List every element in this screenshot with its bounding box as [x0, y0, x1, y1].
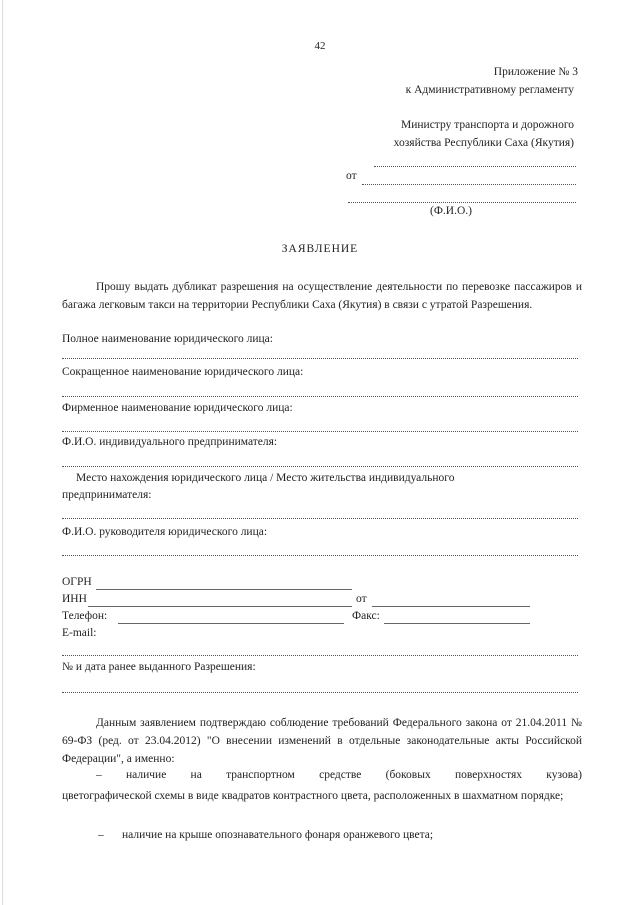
- requirement-1-word: –: [96, 769, 102, 781]
- permit-line: [62, 692, 578, 693]
- email-line: [62, 655, 578, 656]
- requirement-1-rest: цветографической схемы в виде квадратов контрастного цвета, расположенных в шахматном порядке;: [62, 790, 564, 802]
- requirement-1-word: средстве: [319, 769, 362, 781]
- head-fio-label: Ф.И.О. руководителя юридического лица:: [62, 526, 268, 538]
- short-name-label: Сокращенное наименование юридического лица:: [62, 366, 304, 378]
- requirement-1-word: (боковых: [385, 769, 431, 781]
- inn-line: [88, 606, 352, 607]
- requirement-1-word: кузова): [546, 769, 582, 781]
- ogrn-line: [96, 589, 352, 590]
- from-blank-line: [362, 184, 576, 185]
- ip-fio-line: [62, 466, 578, 467]
- ip-fio-label: Ф.И.О. индивидуального предпринимателя:: [62, 436, 278, 448]
- intro-paragraph: Прошу выдать дубликат разрешения на осуществление деятельности по перевозке пассажиров и багажа легковым такси на территории Республики Саха (Якутия) в связи с утратой Разрешения.: [62, 281, 582, 311]
- inn-from-label: от: [356, 593, 367, 605]
- appendix-label: Приложение № 3: [493, 66, 578, 78]
- addressee-blank-line-2: [348, 202, 576, 203]
- requirement-1-word: транспортном: [226, 769, 295, 781]
- email-label: E-mail:: [62, 627, 97, 639]
- requirement-2-text: наличие на крыше опознавательного фонаря оранжевого цвета;: [122, 829, 434, 841]
- full-name-line: [62, 358, 578, 359]
- requirement-1-word: наличие: [126, 769, 167, 781]
- location-label-line-1: Место нахождения юридического лица / Место жительства индивидуального: [76, 472, 455, 484]
- ogrn-label: ОГРН: [62, 576, 92, 588]
- inn-label: ИНН: [62, 593, 87, 605]
- inn-from-line: [372, 606, 530, 607]
- fio-caption: (Ф.И.О.): [430, 205, 472, 217]
- location-line: [62, 518, 578, 519]
- page-number: 42: [314, 40, 326, 52]
- brand-name-line: [62, 431, 578, 432]
- short-name-line: [62, 396, 578, 397]
- regulation-label: к Административному регламенту: [405, 84, 574, 96]
- requirement-2-dash: –: [98, 829, 104, 841]
- permit-label: № и дата ранее выданного Разрешения:: [62, 661, 256, 673]
- fax-line: [384, 623, 530, 624]
- fax-label: Факс:: [352, 610, 380, 622]
- requirement-1-word: поверхностях: [454, 769, 523, 781]
- brand-name-label: Фирменное наименование юридического лица:: [62, 402, 293, 414]
- addressee-blank-line-1: [374, 166, 576, 167]
- document-title: ЗАЯВЛЕНИЕ: [281, 243, 359, 255]
- location-label-line-2: предпринимателя:: [62, 489, 152, 501]
- phone-line: [118, 623, 344, 624]
- confirmation-paragraph: Данным заявлением подтверждаю соблюдение требований Федерального закона от 21.04.2011 № 69-ФЗ (ред. от 23.04.2012) "О внесении изменений в отдельные законодательные акты Российской Федерации", а именно:: [62, 717, 582, 765]
- requirement-1-first-line: [96, 769, 582, 781]
- scan-margin-edge: [2, 0, 3, 905]
- phone-label: Телефон:: [62, 610, 108, 622]
- addressee-line-1: Министру транспорта и дорожного: [401, 119, 574, 131]
- full-name-label: Полное наименование юридического лица:: [62, 333, 273, 345]
- addressee-line-2: хозяйства Республики Саха (Якутия): [393, 137, 574, 149]
- from-label: от: [346, 170, 357, 182]
- head-fio-line: [62, 555, 578, 556]
- requirement-1-word: на: [190, 769, 202, 781]
